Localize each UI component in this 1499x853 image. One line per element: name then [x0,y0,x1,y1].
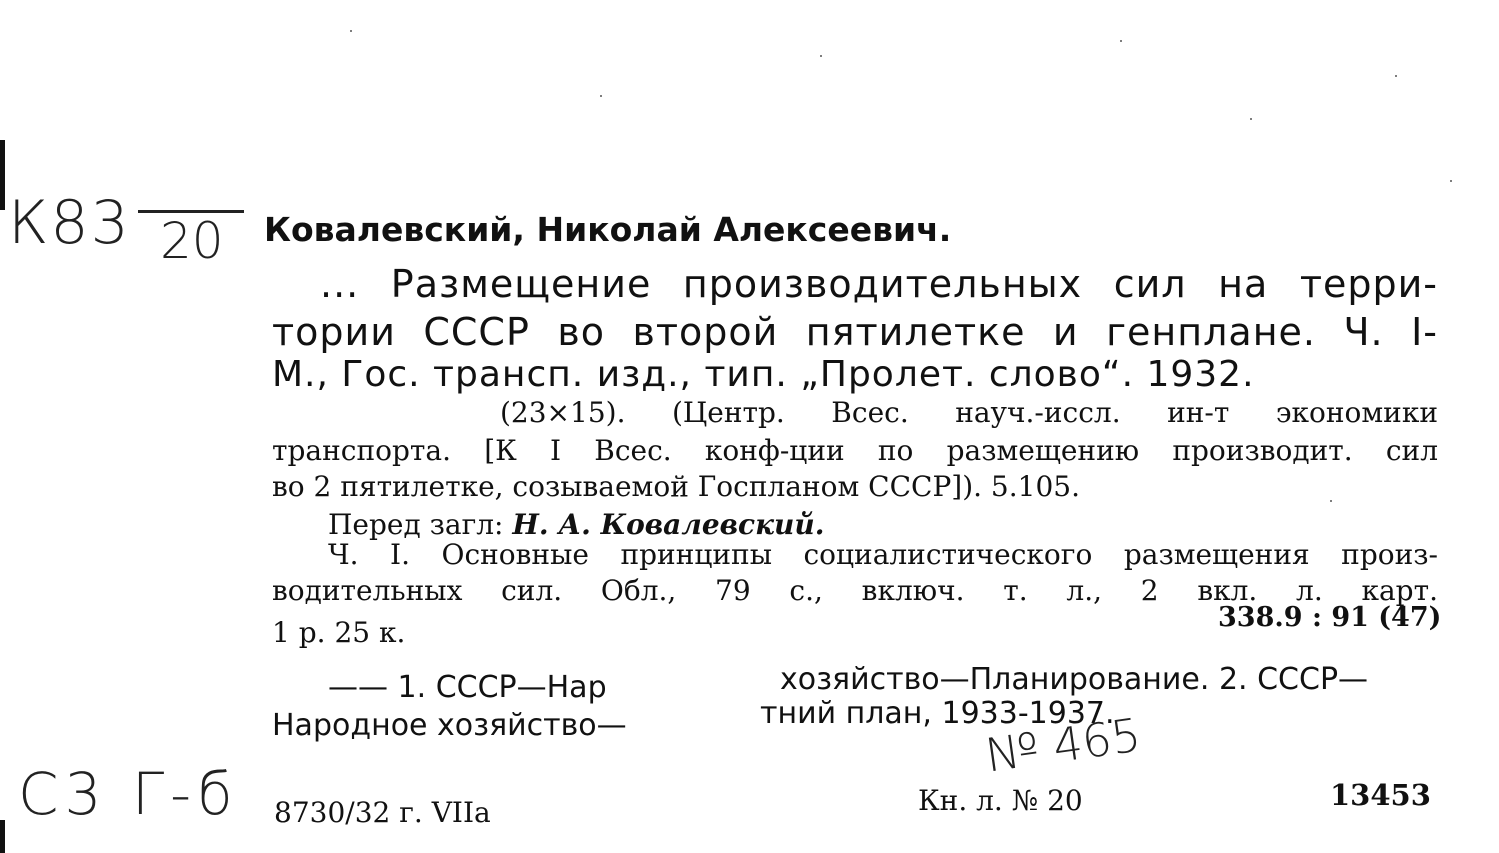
author-heading: Ковалевский, Николай Алексеевич. [264,210,952,249]
title-line: тории СССР во второй пятилетке и генплане. Ч. I- [272,310,1438,354]
handwritten-location-mark: С3 Г-б [18,760,239,828]
ink-speck [1120,40,1122,42]
card-number: 13453 [1330,778,1431,812]
subject-heading-part: —— 1. СССР—Нар [328,670,607,705]
subject-heading-part: Народное хозяйство— [272,708,627,743]
ink-speck [820,55,822,57]
ink-speck [600,95,602,97]
title-line: М., Гос. трансп. изд., тип. „Пролет. слово“. 1932. [272,354,1255,395]
margin-ink-mark [0,820,5,853]
subject-heading-part: хозяйство—Планирование. 2. СССР— [780,662,1369,697]
format-line: во 2 пятилетке, созываемой Госпланом СССР]). 5.105. [272,470,1080,503]
part-line: водительных сил. Обл., 79 с., включ. т. л., 2 вкл. л. карт. [272,574,1438,607]
ink-speck [350,30,352,32]
format-line: (23×15). (Центр. Всес. науч.-иссл. ин-т экономики [500,396,1438,429]
before-title-label: Перед загл: [328,508,504,541]
ink-speck [1330,500,1332,502]
classification-code: 338.9 : 91 (47) [1218,602,1442,633]
book-list-number: Кн. л. № 20 [918,784,1083,817]
subject-heading-part: тний план, 1933-1937. [760,696,1115,731]
handwritten-number: № 465 [982,707,1144,783]
ink-speck [1395,75,1397,77]
ink-speck [1450,180,1452,182]
ink-speck [1250,118,1252,120]
title-line: ... Размещение производительных сил на терри- [320,262,1438,306]
price: 1 р. 25 к. [272,616,406,649]
before-title-note [328,508,824,541]
order-number: 8730/32 г. VIIa [274,796,491,829]
format-line: транспорта. [К I Всес. конф-ции по размещению производит. сил [272,434,1438,467]
shelf-mark-top: К83 [8,188,131,258]
shelf-mark-bottom: 20 [160,212,224,270]
before-title-name: Н. А. Ковалевский. [512,508,825,541]
margin-ink-mark [0,140,5,210]
part-line: Ч. I. Основные принципы социалистического размещения произ- [328,538,1438,571]
